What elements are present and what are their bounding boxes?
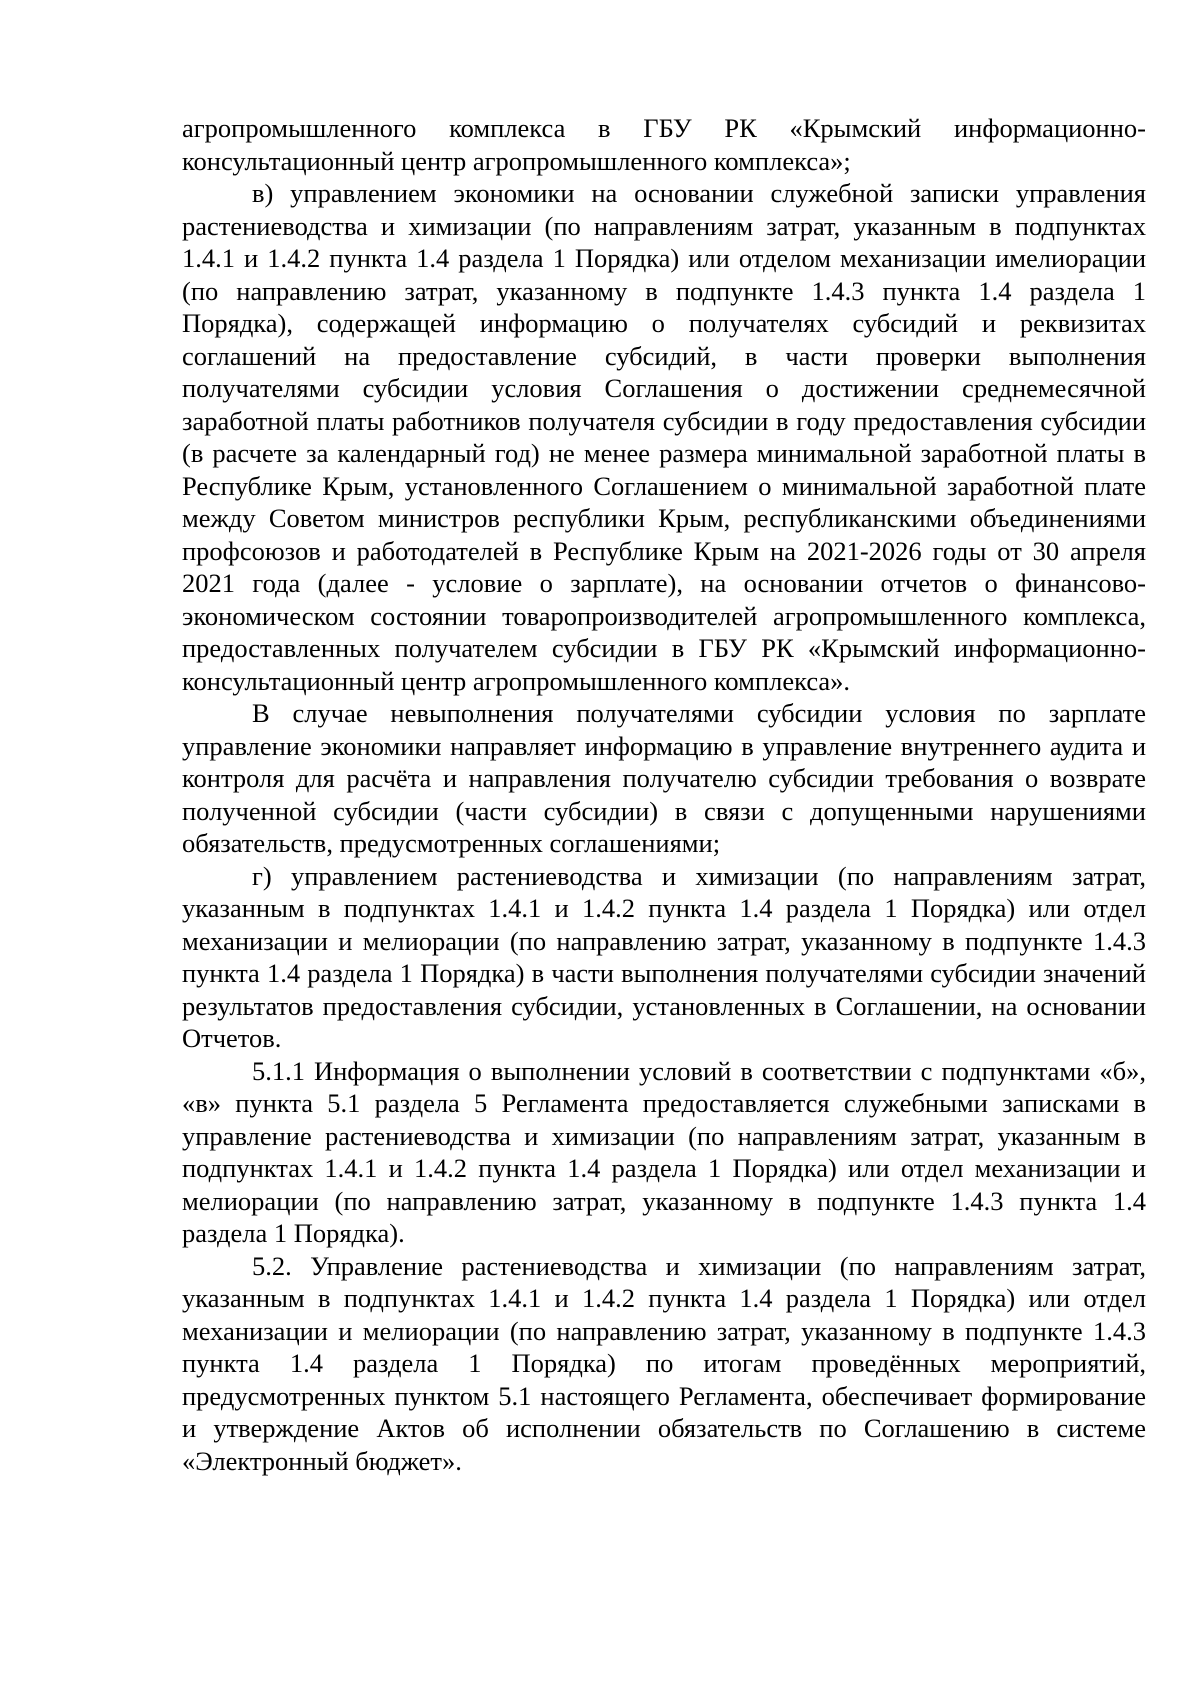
paragraph-continuation: агропромышленного комплекса в ГБУ РК «Крымский информационно-консультационный центр агропромышленного комплекса»; xyxy=(182,113,1146,176)
paragraph-salary-condition: В случае невыполнения получателями субсидии условия по зарплате управление экономики направляет информацию в управление внутреннего аудита и контроля для расчёта и направления получателю субсидии требования о возврате полученной субсидии (части субсидии) в связи с допущенными нарушениями обязательств, предусмотренных соглашениями; xyxy=(182,698,1146,858)
paragraph-item-g: г) управлением растениеводства и химизации (по направлениям затрат, указанным в подпунктах 1.4.1 и 1.4.2 пункта 1.4 раздела 1 Порядка) или отдел механизации и мелиорации (по направлению затрат, указанному в подпункте 1.4.3 пункта 1.4 раздела 1 Порядка) в части выполнения получателями субсидии значений результатов предоставления субсидии, установленных в Соглашении, на основании Отчетов. xyxy=(182,860,1146,1053)
paragraph-5-2: 5.2. Управление растениеводства и химизации (по направлениям затрат, указанным в подпунктах 1.4.1 и 1.4.2 пункта 1.4 раздела 1 Порядка) или отдел механизации и мелиорации (по направлению затрат, указанному в подпункте 1.4.3 пункта 1.4 раздела 1 Порядка) по итогам проведённых мероприятий, предусмотренных пунктом 5.1 настоящего Регламента, обеспечивает формирование и утверждение Актов об исполнении обязательств по Соглашению в системе «Электронный бюджет». xyxy=(182,1250,1146,1476)
document-body xyxy=(182,112,1146,1477)
paragraph-item-v: в) управлением экономики на основании служебной записки управления растениеводства и химизации (по направлениям затрат, указанным в подпунктах 1.4.1 и 1.4.2 пункта 1.4 раздела 1 Порядка) или отделом механизации имелиорации (по направлению затрат, указанному в подпункте 1.4.3 пункта 1.4 раздела 1 Порядка), содержащей информацию о получателях субсидий и реквизитах соглашений на предоставление субсидий, в части проверки выполнения получателями субсидии условия Соглашения о достижении среднемесячной заработной платы работников получателя субсидии в году предоставления субсидии (в расчете за календарный год) не менее размера минимальной заработной платы в Республике Крым, установленного Соглашением о минимальной заработной плате между Советом министров республики Крым, республиканскими объединениями профсоюзов и работодателей в Республике Крым на 2021-2026 годы от 30 апреля 2021 года (далее - условие о зарплате), на основании отчетов о финансово-экономическом состоянии товаропроизводителей агропромышленного комплекса, предоставленных получателем субсидии в ГБУ РК «Крымский информационно-консультационный центр агропромышленного комплекса». xyxy=(182,178,1146,696)
paragraph-5-1-1: 5.1.1 Информация о выполнении условий в соответствии с подпунктами «б», «в» пункта 5.1 раздела 5 Регламента предоставляется служебными записками в управление растениеводства и химизации (по направлениям затрат, указанным в подпунктах 1.4.1 и 1.4.2 пункта 1.4 раздела 1 Порядка) или отдел механизации и мелиорации (по направлению затрат, указанному в подпункте 1.4.3 пункта 1.4 раздела 1 Порядка). xyxy=(182,1055,1146,1248)
